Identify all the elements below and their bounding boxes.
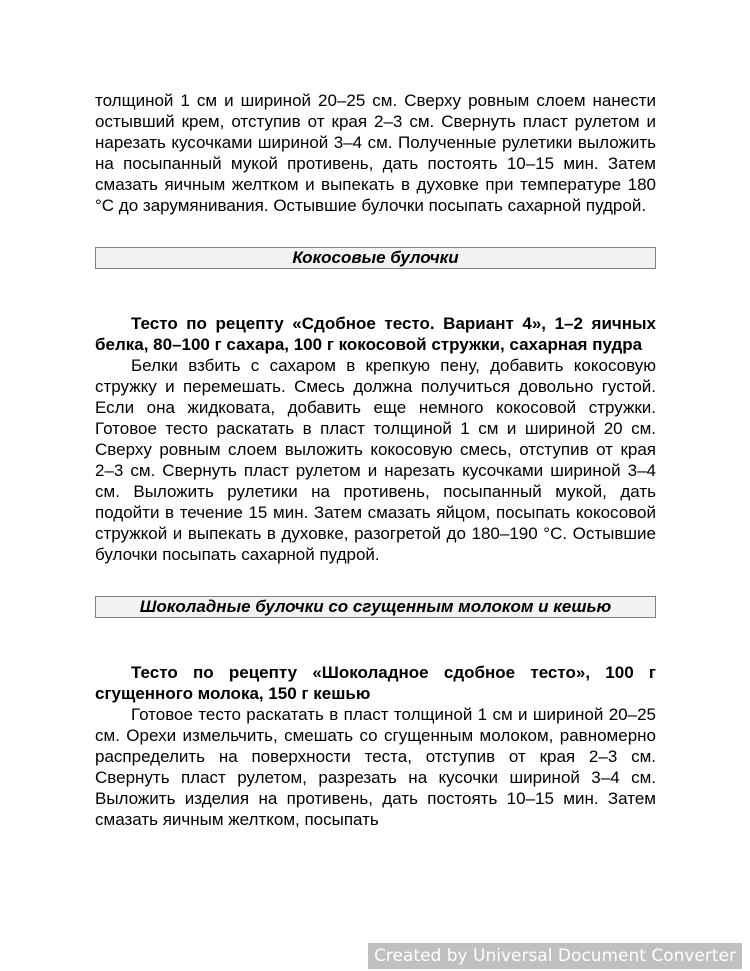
section-spacer bbox=[95, 565, 656, 596]
section-spacer bbox=[95, 216, 656, 247]
recipe-title-chocolate-buns: Шоколадные булочки со сгущенным молоком и кешью bbox=[95, 596, 656, 618]
section-spacer bbox=[95, 618, 656, 662]
intro-paragraph: толщиной 1 см и шириной 20–25 см. Сверху ровным слоем нанести остывший крем, отступив от края 2–3 см. Свернуть пласт рулетом и нарезать кусочками шириной 3–4 см. Полученные рулетики выложить на посыпанный мукой противень, дать постоять 10–15 мин. Затем смазать яичным желтком и выпекать в духовке при температуре 180 °С до зарумянивания. Остывшие булочки посыпать сахарной пудрой. bbox=[95, 91, 656, 215]
recipe-ingredients-chocolate-buns: Тесто по рецепту «Шоколадное сдобное тесто», 100 г сгущенного молока, 150 г кешью bbox=[95, 663, 656, 703]
section-spacer bbox=[95, 269, 656, 313]
recipe-ingredients-coconut-buns: Тесто по рецепту «Сдобное тесто. Вариант 4», 1–2 яичных белка, 80–100 г сахара, 100 г кокосовой стружки, сахарная пудра bbox=[95, 314, 656, 354]
recipe-method-chocolate-buns: Готовое тесто раскатать в пласт толщиной 1 см и шириной 20–25 см. Орехи измельчить, смешать со сгущенным молоком, равномерно распределить на поверхности теста, отступив от края 2–3 см. Свернуть пласт рулетом, разрезать на кусочки шириной 3–4 см. Выложить изделия на противень, дать постоять 10–15 мин. Затем смазать яичным желтком, посыпать bbox=[95, 705, 656, 829]
converter-watermark: Created by Universal Document Converter bbox=[368, 943, 742, 969]
recipe-title-coconut-buns: Кокосовые булочки bbox=[95, 247, 656, 269]
document-page bbox=[95, 90, 656, 830]
recipe-method-coconut-buns: Белки взбить с сахаром в крепкую пену, добавить кокосовую стружку и перемешать. Смесь должна получиться довольно густой. Если она жидковата, добавить еще немного кокосовой стружки. Готовое тесто раскатать в пласт толщиной 1 см и шириной 20 см. Сверху ровным слоем выложить кокосовую смесь, отступив от края 2–3 см. Свернуть пласт рулетом и нарезать кусочками шириной 3–4 см. Выложить рулетики на противень, посыпанный мукой, дать подойти в течение 15 мин. Затем смазать яйцом, посыпать кокосовой стружкой и выпекать в духовке, разогретой до 180–190 °С. Остывшие булочки посыпать сахарной пудрой. bbox=[95, 356, 656, 564]
